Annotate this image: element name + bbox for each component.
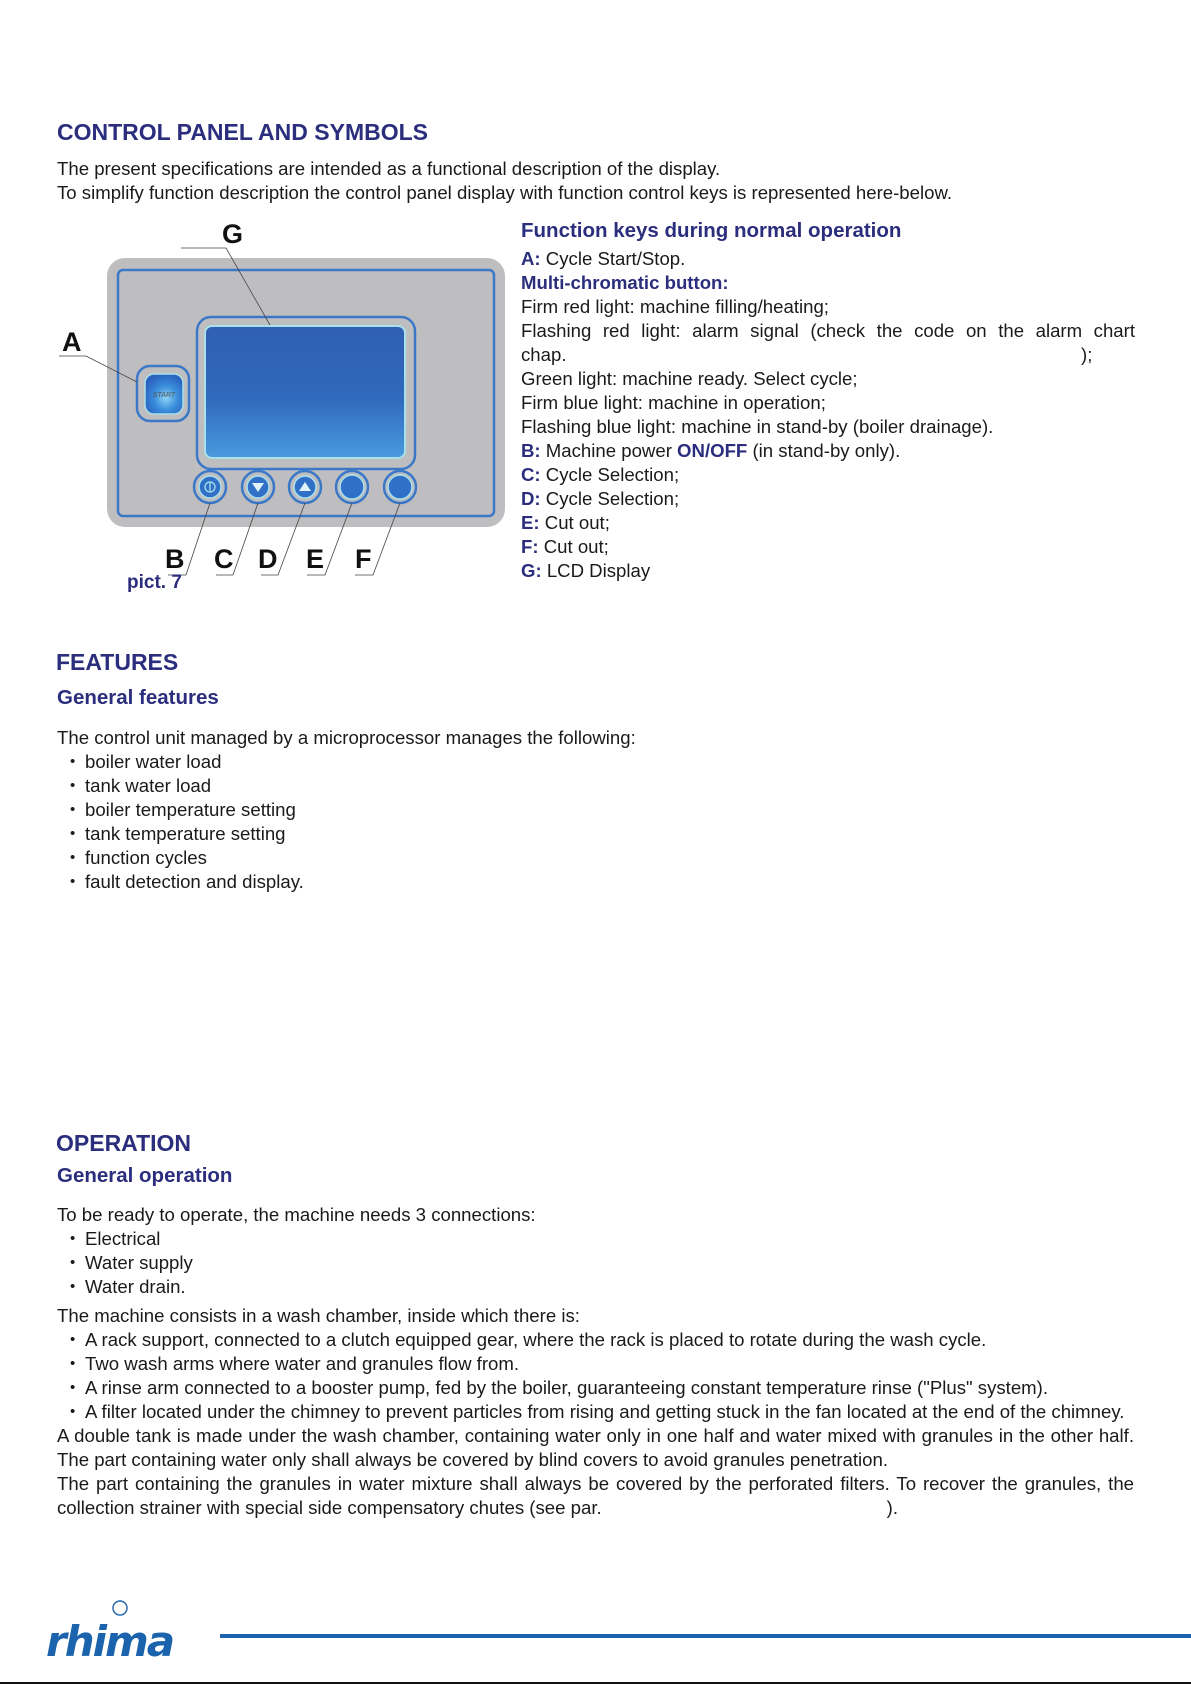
features-list (57, 750, 636, 894)
features-intro: The control unit managed by a microprocessor manages the following: (57, 727, 636, 748)
features-block (57, 726, 636, 894)
list-item: • A filter located under the chimney to prevent particles from rising and getting stuck in the fan located at the end of the chimney. (57, 1400, 1134, 1424)
list-item: • Water supply (57, 1251, 1134, 1275)
callout-g: G (222, 219, 244, 249)
granules-close: ). (886, 1497, 899, 1518)
list-item: • function cycles (57, 846, 636, 870)
key-label-d: D: (521, 488, 541, 509)
callout-f: F (355, 544, 372, 574)
key-desc-c: Cycle Selection; (540, 464, 680, 485)
features-subtitle: General features (57, 686, 219, 709)
rhima-logo (44, 1598, 204, 1670)
operation-intro: To be ready to operate, the machine needs 3 connections: (57, 1204, 536, 1225)
list-item: • tank water load (57, 774, 636, 798)
key-desc-e: Cut out; (539, 512, 610, 533)
control-panel-figure (50, 220, 520, 600)
key-b-power (194, 471, 226, 503)
svg-text:rhima: rhima (46, 1617, 174, 1666)
chap-ref: chap. (521, 344, 567, 365)
key-e (336, 471, 368, 503)
svg-text:START: START (152, 392, 176, 399)
callout-a: A (62, 327, 82, 357)
key-desc-b-post: (in stand-by only). (747, 440, 901, 461)
control-panel-diagram (50, 220, 520, 600)
callout-c: C (214, 544, 234, 574)
key-label-a: A: (521, 248, 541, 269)
light-firm-red: Firm red light: machine filling/heating; (521, 296, 829, 317)
chap-ref-close: ); (1081, 344, 1093, 365)
tank-paragraph: A double tank is made under the wash chamber, containing water only in one half and water mixed with granules in the other half. The part containing water only shall always be covered by blind covers to avoid granules penetration. (57, 1425, 1134, 1470)
light-flashing-red: Flashing red light: alarm signal (check the code on the alarm chart (521, 320, 1135, 341)
list-item: • boiler water load (57, 750, 636, 774)
key-desc-d: Cycle Selection; (540, 488, 680, 509)
light-flashing-blue: Flashing blue light: machine in stand-by (boiler drainage). (521, 416, 994, 437)
callout-d: D (258, 544, 278, 574)
section-title-features: FEATURES (56, 649, 179, 675)
on-off-emphasis: ON/OFF (677, 440, 748, 461)
key-desc-b-pre: Machine power (540, 440, 678, 461)
function-keys-heading: Function keys during normal operation (521, 219, 902, 242)
list-item: • Electrical (57, 1227, 1134, 1251)
list-item: • A rack support, connected to a clutch equipped gear, where the rack is placed to rotate during the wash cycle. (57, 1328, 1134, 1352)
key-label-g: G: (521, 560, 542, 581)
figure-caption: pict. 7 (127, 572, 182, 593)
granules-paragraph (57, 1472, 1134, 1520)
callout-b: B (165, 544, 185, 574)
footer-rule (220, 1634, 1191, 1638)
list-item: • Water drain. (57, 1275, 1134, 1299)
logo-icon (44, 1598, 204, 1670)
list-item: • A rinse arm connected to a booster pump, fed by the boiler, guaranteeing constant temperature rinse ("Plus" system). (57, 1376, 1134, 1400)
key-label-c: C: (521, 464, 541, 485)
light-firm-blue: Firm blue light: machine in operation; (521, 392, 826, 413)
key-c-down (242, 471, 274, 503)
connections-list (57, 1227, 1134, 1299)
key-label-f: F: (521, 536, 539, 557)
key-d-up (289, 471, 321, 503)
list-item: • Two wash arms where water and granules flow from. (57, 1352, 1134, 1376)
function-keys-list (521, 219, 1135, 583)
granules-text: The part containing the granules in water mixture shall always be covered by the perforated filters. To recover the granules, the collection strainer with special side compensatory chutes (see par. (57, 1473, 1134, 1518)
key-desc-f: Cut out; (538, 536, 609, 557)
list-item: • fault detection and display. (57, 870, 636, 894)
light-green: Green light: machine ready. Select cycle; (521, 368, 858, 389)
callout-e: E (306, 544, 325, 574)
intro-line-2: To simplify function description the control panel display with function control keys is represented here-below. (57, 182, 953, 203)
key-desc-g: LCD Display (541, 560, 651, 581)
section-title-control-panel: CONTROL PANEL AND SYMBOLS (57, 119, 428, 145)
list-item: • boiler temperature setting (57, 798, 636, 822)
list-item: • tank temperature setting (57, 822, 636, 846)
key-label-b: B: (521, 440, 541, 461)
operation-block (57, 1203, 1134, 1520)
intro-line-1: The present specifications are intended as a functional description of the display. (57, 158, 721, 179)
key-f (384, 471, 416, 503)
key-desc-a: Cycle Start/Stop. (540, 248, 686, 269)
section-title-operation: OPERATION (56, 1130, 192, 1156)
chamber-intro: The machine consists in a wash chamber, inside which there is: (57, 1305, 580, 1326)
multi-chromatic-heading: Multi-chromatic button: (521, 272, 729, 293)
chamber-list (57, 1328, 1134, 1424)
key-label-e: E: (521, 512, 540, 533)
page-bottom-edge (0, 1682, 1191, 1684)
operation-subtitle: General operation (57, 1164, 233, 1187)
